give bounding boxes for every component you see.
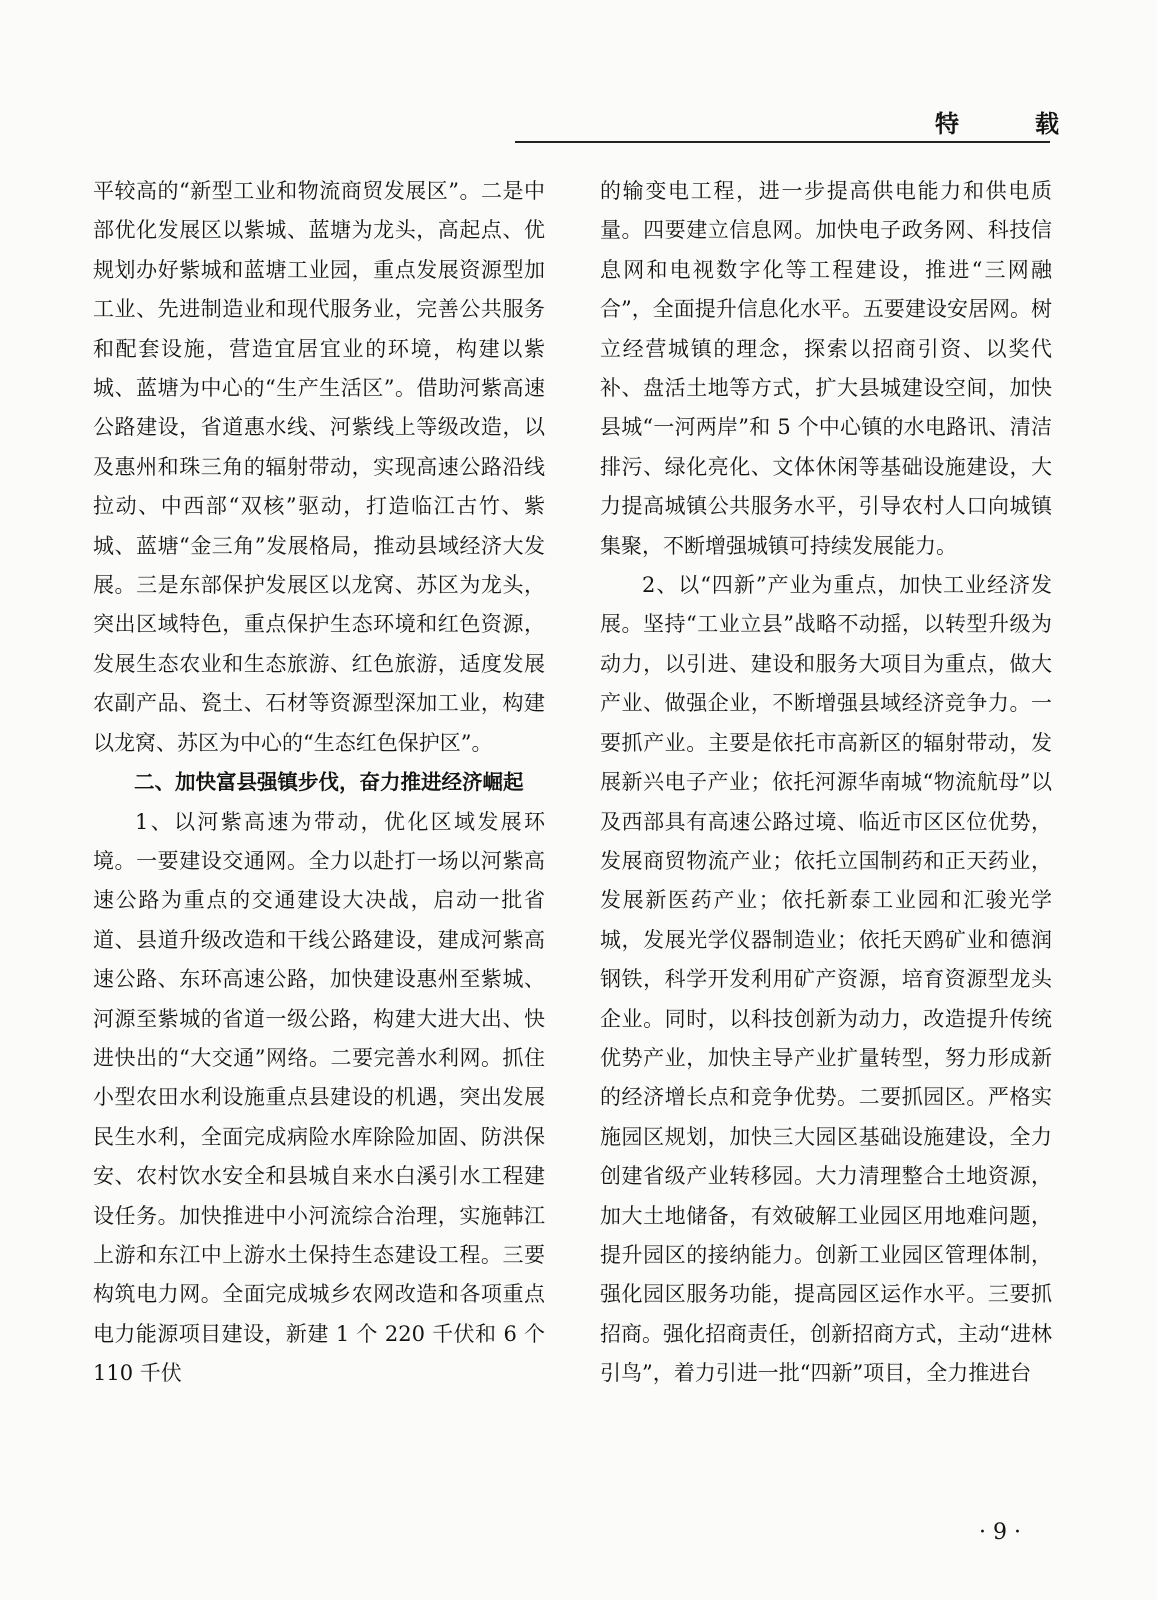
section-title: 特 载: [935, 110, 1085, 138]
paragraph: 2、以“四新”产业为重点，加快工业经济发展。坚持“工业立县”战略不动摇，以转型升级为动力，以引进、建设和服务大项目为重点，做大产业、做强企业，不断增强县域经济竞争力。一要抓产业。主要是依托市高新区的辐射带动，发展新兴电子产业；依托河源华南城“物流航母”以及西部具有高速公路过境、临近市区区位优势，发展商贸物流产业；依托立国制药和正天药业，发展新医药产业；依托新泰工业园和汇骏光学城，发展光学仪器制造业；依托天鸥矿业和德润钢铁，科学开发利用矿产资源，培育资源型龙头企业。同时，以科技创新为动力，改造提升传统优势产业，加快主导产业扩量转型，努力形成新的经济增长点和竞争优势。二要抓园区。严格实施园区规划，加快三大园区基础设施建设，全力创建省级产业转移园。大力清理整合土地资源，加大土地储备，有效破解工业园区用地难问题，提升园区的接纳能力。创新工业园区管理体制，强化园区服务功能，提高园区运作水平。三要抓招商。强化招商责任，创新招商方式，主动“进林引鸟”，着力引进一批“四新”项目，全力推进台: [600, 573, 1052, 1386]
left-column: [93, 172, 545, 1394]
paragraph: 平较高的“新型工业和物流商贸发展区”。二是中部优化发展区以紫城、蓝塘为龙头，高起点、优规划办好紫城和蓝塘工业园，重点发展资源型加工业、先进制造业和现代服务业，完善公共服务和配套设施，营造宜居宜业的环境，构建以紫城、蓝塘为中心的“生产生活区”。借助河紫高速公路建设，省道惠水线、河紫线上等级改造，以及惠州和珠三角的辐射带动，实现高速公路沿线拉动、中西部“双核”驱动，打造临江古竹、紫城、蓝塘“金三角”发展格局，推动县域经济大发展。三是东部保护发展区以龙窝、苏区为龙头，突出区域特色，重点保护生态环境和红色资源，发展生态农业和生态旅游、红色旅游，适度发展农副产品、瓷土、石材等资源型深加工业，构建以龙窝、苏区为中心的“生态红色保护区”。: [93, 179, 545, 755]
page-number: · 9 ·: [979, 1520, 1021, 1545]
right-column: [600, 172, 1052, 1394]
paragraph: 1、以河紫高速为带动，优化区域发展环境。一要建设交通网。全力以赴打一场以河紫高速公路为重点的交通建设大决战，启动一批省道、县道升级改造和干线公路建设，建成河紫高速公路、东环高速公路，加快建设惠州至紫城、河源至紫城的省道一级公路，构建大进大出、快进快出的“大交通”网络。二要完善水利网。抓住小型农田水利设施重点县建设的机遇，突出发展民生水利，全面完成病险水库除险加固、防洪保安、农村饮水安全和县城自来水白溪引水工程建设任务。加快推进中小河流综合治理，实施韩江上游和东江中上游水土保持生态建设工程。三要构筑电力网。全面完成城乡农网改造和各项重点电力能源项目建设，新建 1 个 220 千伏和 6 个 110 千伏: [93, 809, 545, 1386]
section-heading: 二、加快富县强镇步伐，奋力推进经济崛起: [134, 770, 524, 795]
header-rule: [515, 141, 1050, 143]
paragraph: 的输变电工程，进一步提高供电能力和供电质量。四要建立信息网。加快电子政务网、科技信息网和电视数字化等工程建设，推进“三网融合”，全面提升信息化水平。五要建设安居网。树立经营城镇的理念，探索以招商引资、以奖代补、盘活土地等方式，扩大县城建设空间，加快县城“一河两岸”和 5 个中心镇的水电路讯、清洁排污、绿化亮化、文体休闲等基础设施建设，大力提高城镇公共服务水平，引导农村人口向城镇集聚，不断增强城镇可持续发展能力。: [600, 179, 1052, 558]
